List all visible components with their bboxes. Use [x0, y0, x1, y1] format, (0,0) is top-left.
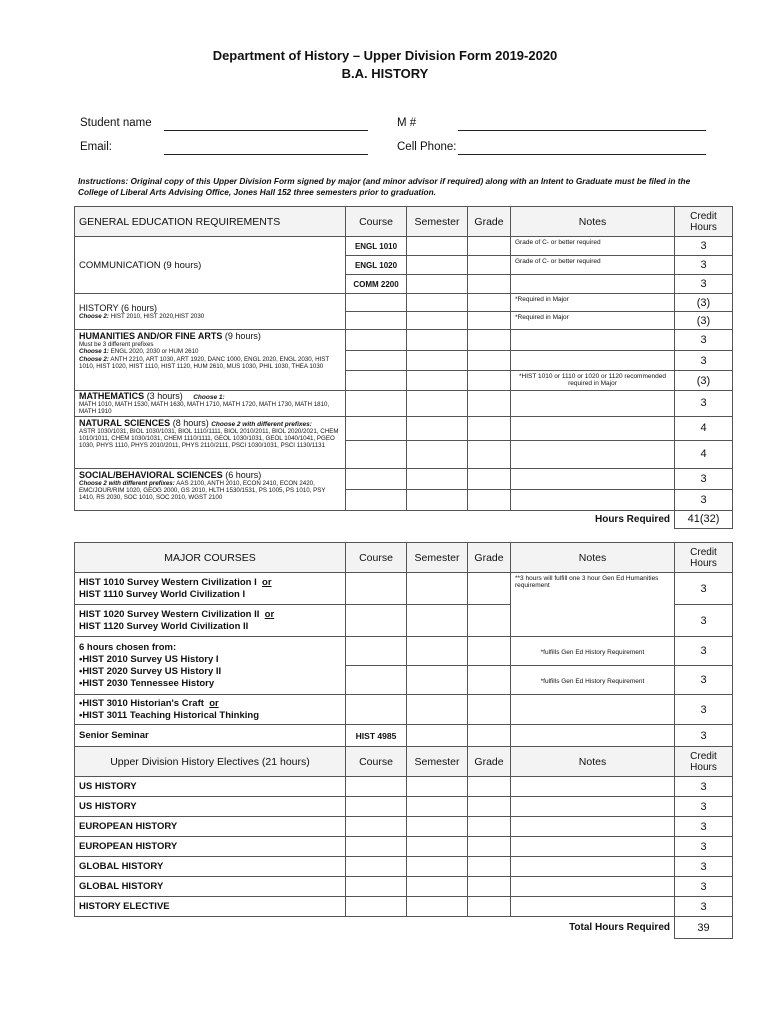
grade-cell[interactable]: [468, 440, 511, 468]
course-cell[interactable]: [346, 351, 407, 371]
semester-cell[interactable]: [407, 489, 468, 510]
note-cell: *Required in Major: [511, 312, 675, 330]
credit-cell: 3: [675, 489, 733, 510]
course-cell[interactable]: [346, 416, 407, 440]
note-cell: [511, 351, 675, 371]
grade-cell[interactable]: [468, 489, 511, 510]
course-cell[interactable]: [346, 777, 407, 797]
credit-cell: 3: [675, 877, 733, 897]
course-header: Course: [346, 207, 407, 237]
credit-cell: 3: [675, 637, 733, 666]
grade-cell[interactable]: [468, 637, 511, 666]
semester-cell[interactable]: [407, 897, 468, 917]
notes-header: Notes: [511, 747, 675, 777]
course-cell[interactable]: [346, 294, 407, 312]
grade-cell[interactable]: [468, 256, 511, 275]
credit-cell: 3: [675, 777, 733, 797]
course-cell[interactable]: [346, 468, 407, 489]
humanities-cell: HUMANITIES AND/OR FINE ARTS (9 hours) Must be 3 different prefixes Choose 1: ENGL 2020, 2030 or HUM 2610 Choose 2: ANTH 2210, ART 1030, ART 1920, DANC 1000, ENGL 2020, ENGL 2030, HIST 1010, HIST 1020, HIST 1110, HIST 1120, HUM 2610, MUS 1030, PHIL 1030, THEA 1030: [75, 330, 346, 391]
communication-cell: COMMUNICATION (9 hours): [75, 237, 346, 294]
grade-cell[interactable]: [468, 666, 511, 695]
grade-cell[interactable]: [468, 725, 511, 747]
semester-cell[interactable]: [407, 312, 468, 330]
credit-cell: 3: [675, 837, 733, 857]
grade-cell[interactable]: [468, 837, 511, 857]
semester-cell[interactable]: [407, 371, 468, 391]
hist-3010-3011-cell: •HIST 3010 Historian's Craft or •HIST 3011 Teaching Historical Thinking: [75, 695, 346, 725]
credit-cell: 3: [675, 275, 733, 294]
semester-cell[interactable]: [407, 725, 468, 747]
credit-cell: 3: [675, 857, 733, 877]
course-cell[interactable]: [346, 695, 407, 725]
course-cell[interactable]: [346, 897, 407, 917]
gen-ed-table: [74, 206, 733, 529]
note-cell: [511, 797, 675, 817]
credit-cell: 3: [675, 605, 733, 637]
elective-label: GLOBAL HISTORY: [75, 857, 346, 877]
note-cell: **3 hours will fulfill one 3 hour Gen Ed Humanities requirement: [511, 573, 675, 637]
credit-cell: 3: [675, 351, 733, 371]
grade-cell[interactable]: [468, 416, 511, 440]
semester-cell[interactable]: [407, 877, 468, 897]
grade-cell[interactable]: [468, 695, 511, 725]
note-cell: [511, 275, 675, 294]
semester-cell[interactable]: [407, 837, 468, 857]
credit-header: Credit Hours: [675, 747, 733, 777]
semester-cell[interactable]: [407, 695, 468, 725]
course-comm-2200: COMM 2200: [346, 275, 407, 294]
elective-label: US HISTORY: [75, 777, 346, 797]
student-name-label: Student name: [80, 117, 152, 129]
credit-cell: 3: [675, 256, 733, 275]
semester-cell[interactable]: [407, 605, 468, 637]
note-cell: [511, 489, 675, 510]
note-cell: [511, 877, 675, 897]
semester-cell[interactable]: [407, 857, 468, 877]
grade-cell[interactable]: [468, 877, 511, 897]
grade-cell[interactable]: [468, 330, 511, 351]
note-cell: [511, 837, 675, 857]
student-name-field[interactable]: [164, 130, 368, 131]
hours-required-label: Hours Required: [594, 513, 670, 525]
note-cell: [511, 897, 675, 917]
electives-title: Upper Division History Electives (21 hours): [75, 747, 346, 777]
course-cell[interactable]: [346, 371, 407, 391]
semester-cell[interactable]: [407, 330, 468, 351]
hist-1010-1110-cell: HIST 1010 Survey Western Civilization I or HIST 1110 Survey World Civilization I: [75, 573, 346, 605]
cell-phone-field[interactable]: [458, 154, 706, 155]
note-cell: *fulfills Gen Ed History Requirement: [511, 666, 675, 695]
grade-cell[interactable]: [468, 817, 511, 837]
semester-cell[interactable]: [407, 468, 468, 489]
note-cell: [511, 440, 675, 468]
semester-cell[interactable]: [407, 666, 468, 695]
note-cell: Grade of C- or better required: [511, 237, 675, 256]
course-cell[interactable]: [346, 605, 407, 637]
semester-cell[interactable]: [407, 797, 468, 817]
semester-header: Semester: [407, 207, 468, 237]
note-cell: [511, 330, 675, 351]
credit-cell: (3): [675, 294, 733, 312]
course-cell[interactable]: [346, 857, 407, 877]
semester-cell[interactable]: [407, 351, 468, 371]
course-cell[interactable]: [346, 330, 407, 351]
survey-choice-cell: 6 hours chosen from: •HIST 2010 Survey US History I •HIST 2020 Survey US History II •HIST 2030 Tennessee History: [75, 637, 346, 695]
semester-header: Semester: [407, 747, 468, 777]
credit-cell: 4: [675, 440, 733, 468]
credit-cell: 3: [675, 237, 733, 256]
m-number-label: M #: [397, 117, 417, 129]
course-header: Course: [346, 747, 407, 777]
social-sciences-cell: SOCIAL/BEHAVIORAL SCIENCES (6 hours) Choose 2 with different prefixes: AAS 2100, ANTH 2010, ECON 2410, ECON 2420, EMC/JOUR/RIM 1020, GEOG 2000, GS 2010, HLTH 1530/1531, PS 1005, PS 1010, PSY 1410, RS 2030, SOC 1010, SOC 2010, WGST 2100: [75, 468, 346, 510]
grade-cell[interactable]: [468, 573, 511, 605]
grade-header: Grade: [468, 747, 511, 777]
form-title: Department of History – Upper Division Form 2019-2020: [212, 48, 558, 63]
senior-seminar-cell: Senior Seminar: [75, 725, 346, 747]
grade-cell[interactable]: [468, 371, 511, 391]
grade-cell[interactable]: [468, 857, 511, 877]
credit-cell: 3: [675, 666, 733, 695]
credit-cell: 3: [675, 897, 733, 917]
credit-cell: 4: [675, 416, 733, 440]
form-subtitle: B.A. HISTORY: [341, 66, 429, 81]
note-cell: [511, 777, 675, 797]
grade-header: Grade: [468, 543, 511, 573]
note-cell: *Required in Major: [511, 294, 675, 312]
course-cell[interactable]: [346, 877, 407, 897]
m-number-field[interactable]: [458, 130, 706, 131]
course-cell[interactable]: [346, 637, 407, 666]
course-cell[interactable]: [346, 489, 407, 510]
course-engl-1020: ENGL 1020: [346, 256, 407, 275]
semester-cell[interactable]: [407, 256, 468, 275]
grade-cell[interactable]: [468, 605, 511, 637]
semester-cell[interactable]: [407, 817, 468, 837]
cell-phone-label: Cell Phone:: [397, 141, 457, 153]
grade-cell[interactable]: [468, 797, 511, 817]
total-hours-label: Total Hours Required: [569, 922, 670, 934]
natural-sciences-cell: NATURAL SCIENCES (8 hours) Choose 2 with different prefixes: ASTR 1030/1031, BIOL 1030/1031, BIOL 1110/1111, BIOL 2010/2011, BIOL 2020/2021, CHEM 1010/1011, CHEM 1030/1031, CHEM 1110/1111, GEOL 1030/1031, GEOL 1040/1041, PGEO 1030, PHYS 1110, PHYS 2010/2011, PHYS 2110/2111, PSCI 1030/1031, PSCI 1130/1131: [75, 416, 346, 468]
credit-cell: 3: [675, 695, 733, 725]
semester-cell[interactable]: [407, 777, 468, 797]
elective-label: US HISTORY: [75, 797, 346, 817]
credit-cell: 3: [675, 391, 733, 417]
grade-cell[interactable]: [468, 312, 511, 330]
notes-header: Notes: [511, 207, 675, 237]
notes-header: Notes: [511, 543, 675, 573]
course-cell[interactable]: [346, 573, 407, 605]
email-field[interactable]: [164, 154, 368, 155]
semester-cell[interactable]: [407, 416, 468, 440]
course-hist-4985: HIST 4985: [346, 725, 407, 747]
mathematics-cell: MATHEMATICS (3 hours) Choose 1: MATH 1010, MATH 1530, MATH 1630, MATH 1710, MATH 1720, MATH 1730, MATH 1810, MATH 1910: [75, 391, 346, 417]
note-cell: [511, 416, 675, 440]
grade-header: Grade: [468, 207, 511, 237]
credit-cell: 3: [675, 797, 733, 817]
semester-cell[interactable]: [407, 237, 468, 256]
credit-cell: (3): [675, 312, 733, 330]
grade-cell[interactable]: [468, 294, 511, 312]
grade-cell[interactable]: [468, 237, 511, 256]
credit-header: Credit Hours: [675, 207, 733, 237]
course-cell[interactable]: [346, 666, 407, 695]
history-cell: HISTORY (6 hours) Choose 2: HIST 2010, HIST 2020,HIST 2030: [75, 294, 346, 330]
course-engl-1010: ENGL 1010: [346, 237, 407, 256]
elective-label: EUROPEAN HISTORY: [75, 817, 346, 837]
credit-cell: 3: [675, 817, 733, 837]
credit-cell: 3: [675, 573, 733, 605]
course-cell[interactable]: [346, 391, 407, 417]
note-cell: *HIST 1010 or 1110 or 1020 or 1120 recommended required in Major: [511, 371, 675, 391]
note-cell: [511, 817, 675, 837]
email-label: Email:: [80, 141, 112, 153]
note-cell: *fulfills Gen Ed History Requirement: [511, 637, 675, 666]
instructions: Instructions: Original copy of this Upper Division Form signed by major (and minor advisor if required) along with an Intent to Graduate must be filed in the College of Liberal Arts Advising Office, Jones Hall 152 three semesters prior to graduation.: [78, 176, 691, 197]
course-cell[interactable]: [346, 440, 407, 468]
course-cell[interactable]: [346, 837, 407, 857]
elective-label: EUROPEAN HISTORY: [75, 837, 346, 857]
course-cell[interactable]: [346, 312, 407, 330]
total-hours-value: 39: [675, 917, 733, 939]
grade-cell[interactable]: [468, 275, 511, 294]
grade-cell[interactable]: [468, 468, 511, 489]
course-cell[interactable]: [346, 797, 407, 817]
note-cell: [511, 695, 675, 725]
semester-cell[interactable]: [407, 573, 468, 605]
credit-header: Credit Hours: [675, 543, 733, 573]
elective-label: GLOBAL HISTORY: [75, 877, 346, 897]
major-table: [74, 542, 733, 939]
note-cell: [511, 391, 675, 417]
credit-cell: 3: [675, 468, 733, 489]
semester-cell[interactable]: [407, 294, 468, 312]
semester-header: Semester: [407, 543, 468, 573]
semester-cell[interactable]: [407, 391, 468, 417]
semester-cell[interactable]: [407, 275, 468, 294]
grade-cell[interactable]: [468, 391, 511, 417]
semester-cell[interactable]: [407, 637, 468, 666]
note-cell: [511, 857, 675, 877]
hours-required-value: 41(32): [675, 510, 733, 528]
elective-label: HISTORY ELECTIVE: [75, 897, 346, 917]
note-cell: [511, 725, 675, 747]
hist-1020-1120-cell: HIST 1020 Survey Western Civilization II or HIST 1120 Survey World Civilization II: [75, 605, 346, 637]
credit-cell: 3: [675, 330, 733, 351]
credit-cell: 3: [675, 725, 733, 747]
grade-cell[interactable]: [468, 897, 511, 917]
course-header: Course: [346, 543, 407, 573]
credit-cell: (3): [675, 371, 733, 391]
semester-cell[interactable]: [407, 440, 468, 468]
major-title: MAJOR COURSES: [75, 543, 346, 573]
note-cell: Grade of C- or better required: [511, 256, 675, 275]
grade-cell[interactable]: [468, 351, 511, 371]
grade-cell[interactable]: [468, 777, 511, 797]
course-cell[interactable]: [346, 817, 407, 837]
note-cell: [511, 468, 675, 489]
gen-ed-title: GENERAL EDUCATION REQUIREMENTS: [75, 207, 346, 237]
